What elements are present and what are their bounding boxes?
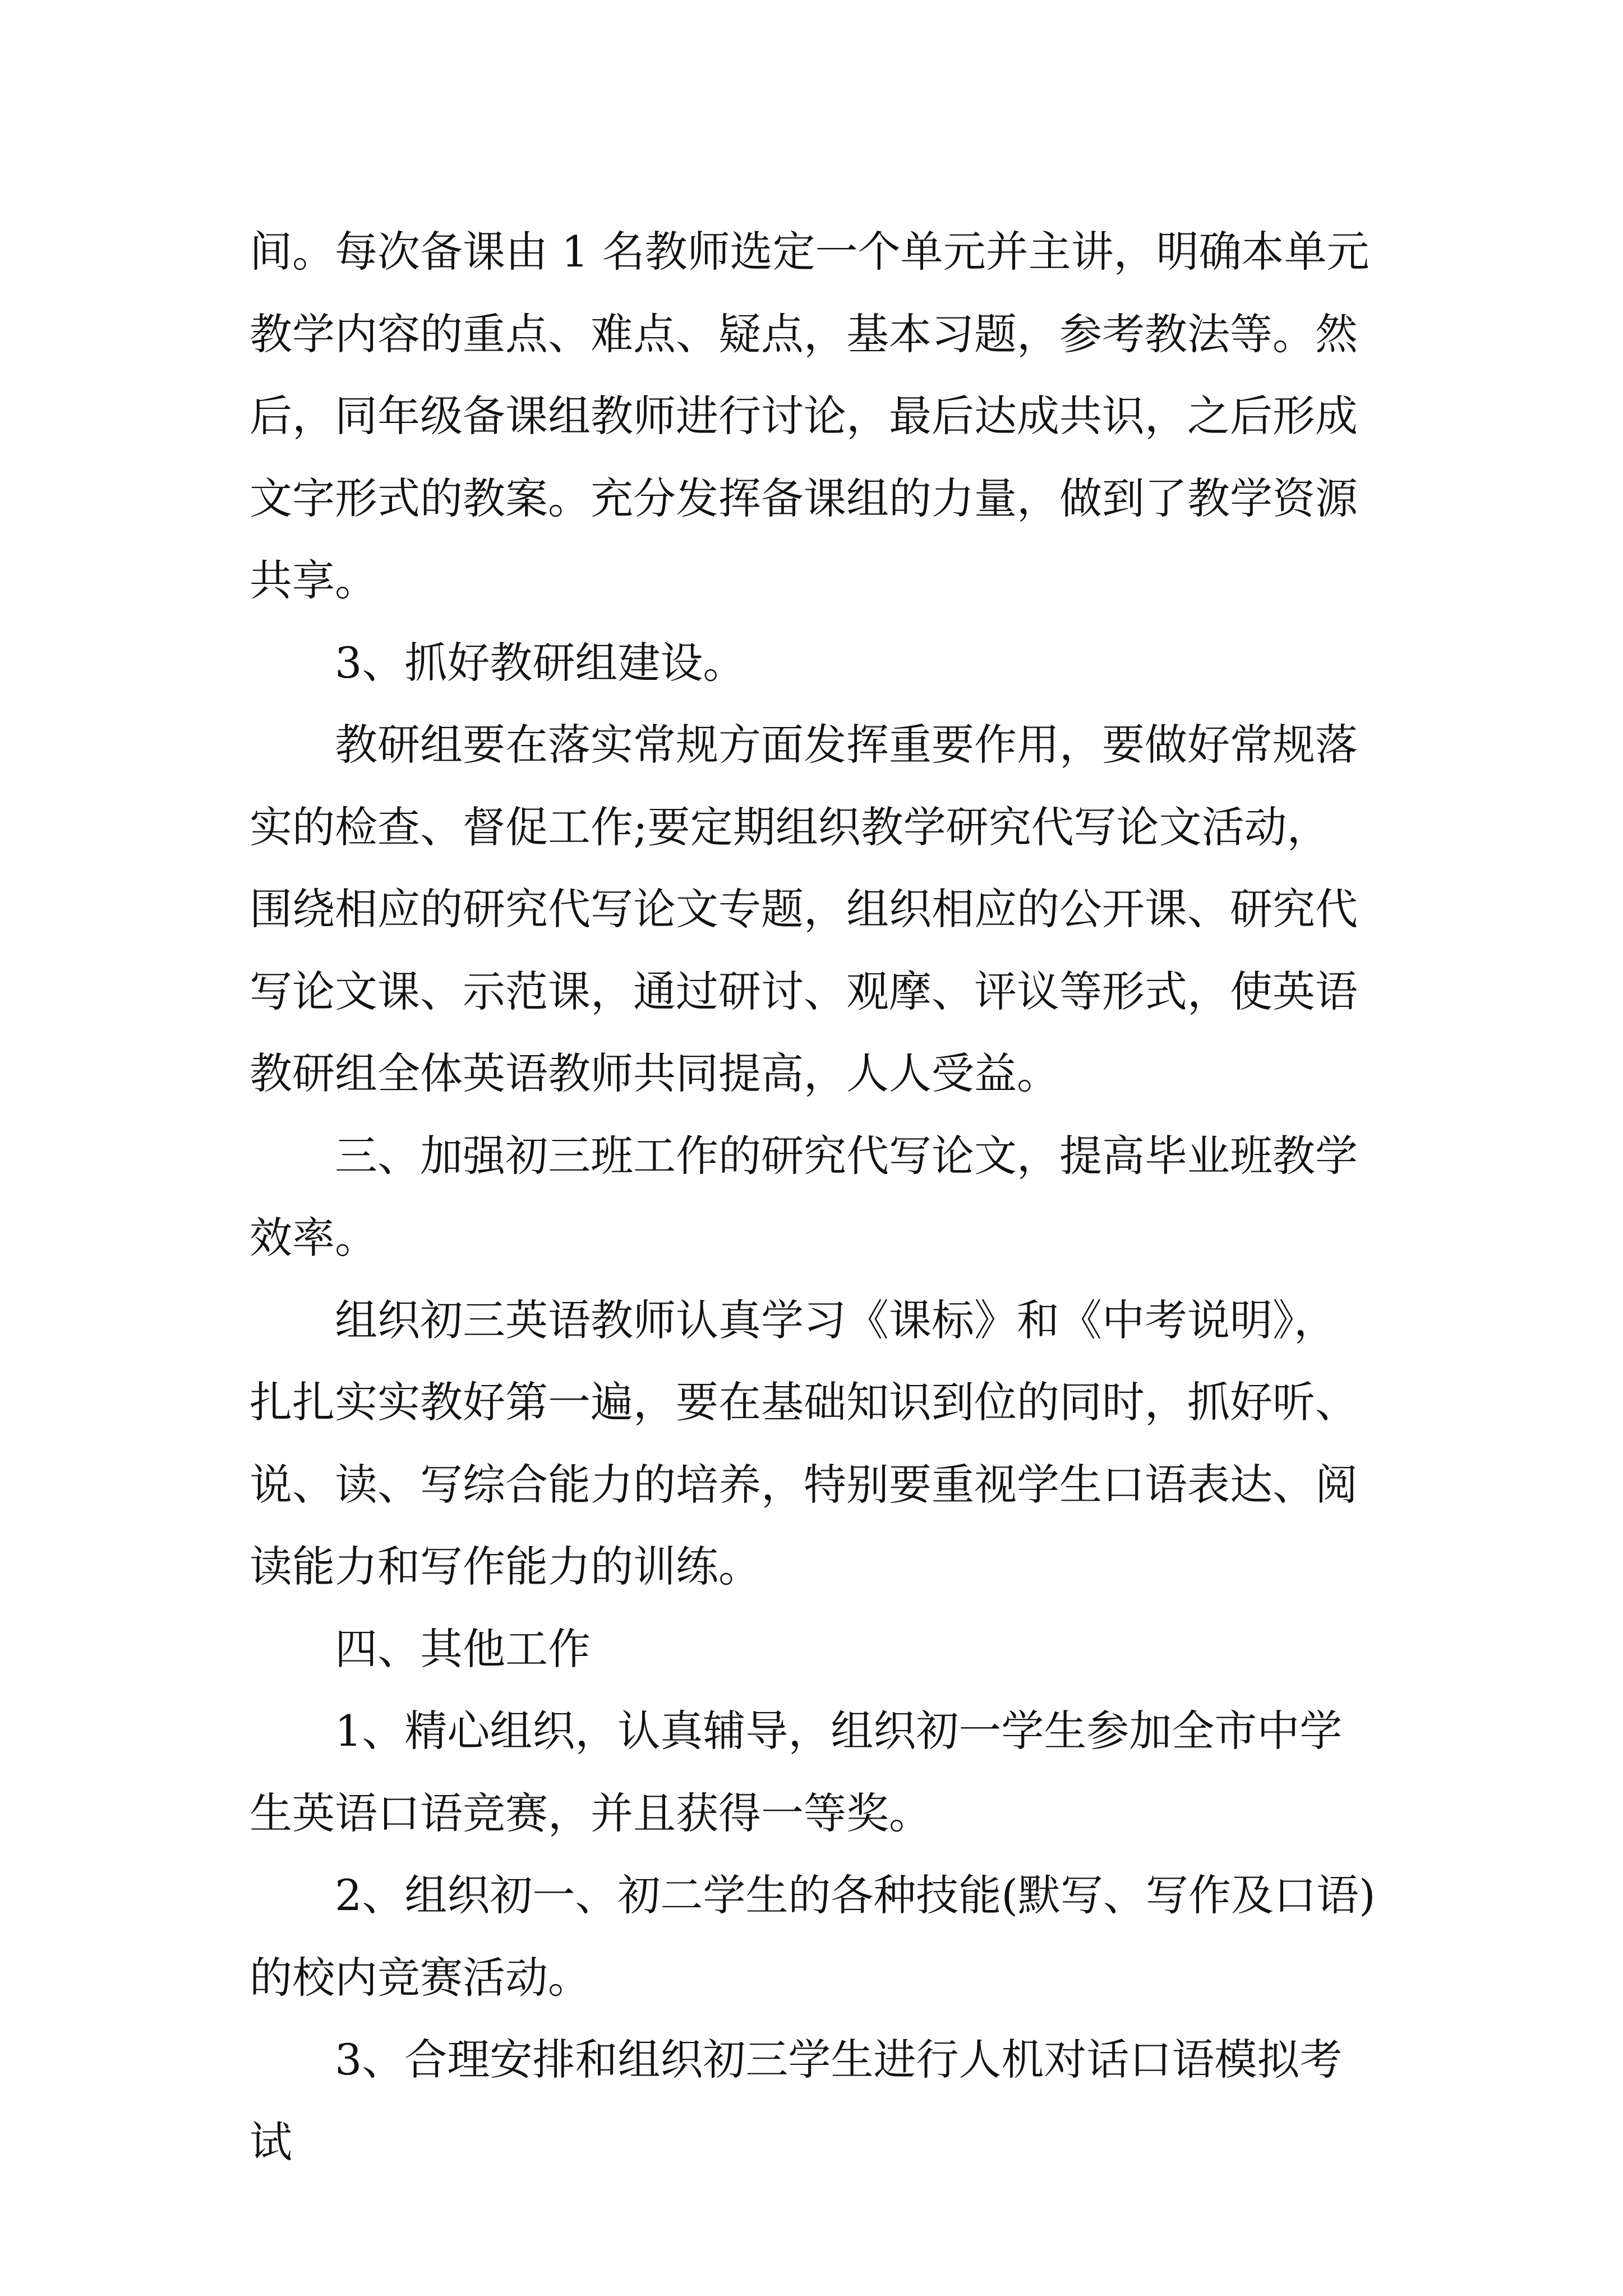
paragraph-lesson-prep — [250, 211, 1394, 622]
text-line: 教学内容的重点、难点、疑点，基本习题，参考教法等。然 — [250, 309, 1358, 359]
subheading-teaching-group — [250, 622, 1394, 705]
text-line: 写论文课、示范课，通过研讨、观摩、评议等形式，使英语 — [250, 966, 1358, 1016]
text-line: 试 — [250, 2116, 292, 2167]
text-line: 教研组全体英语教师共同提高，人人受益。 — [250, 1048, 1059, 1098]
heading-section-three-cont — [250, 1197, 1394, 1280]
text-line: 说、读、写综合能力的培养，特别要重视学生口语表达、阅 — [250, 1459, 1358, 1510]
item-one-start — [250, 1690, 1394, 1773]
text-line: 四、其他工作 — [335, 1623, 591, 1674]
text-line: 文字形式的教案。充分发挥备课组的力量，做到了教学资源 — [250, 473, 1358, 523]
text-line: 三、加强初三班工作的研究代写论文，提高毕业班教学 — [335, 1130, 1358, 1181]
item-two-cont — [250, 1937, 1394, 2019]
text-line: 1、精心组织，认真辅导，组织初一学生参加全市中学 — [335, 1706, 1343, 1756]
item-one-cont — [250, 1773, 1394, 1855]
paragraph-teaching-group-start — [250, 704, 1394, 786]
document-body — [250, 211, 1394, 2183]
text-line: 3、合理安排和组织初三学生进行人机对话口语模拟考 — [335, 2035, 1343, 2085]
item-two-start — [250, 1855, 1394, 1937]
paragraph-grade-three-start — [250, 1280, 1394, 1362]
text-line: 组织初三英语教师认真学习《课标》和《中考说明》， — [335, 1295, 1336, 1345]
text-line: 生英语口语竞赛，并且获得一等奖。 — [250, 1788, 932, 1838]
text-line: 实的检查、督促工作;要定期组织教学研究代写论文活动， — [250, 802, 1330, 852]
paragraph-teaching-group-body — [250, 786, 1394, 1115]
paragraph-grade-three-body — [250, 1361, 1394, 1608]
item-three-cont — [250, 2101, 1394, 2184]
heading-section-four — [250, 1608, 1394, 1691]
text-line: 的校内竞赛活动。 — [250, 1952, 591, 2003]
text-line: 2、组织初一、初二学生的各种技能(默写、写作及口语) — [335, 1870, 1376, 1920]
text-line: 共享。 — [250, 555, 377, 605]
text-line: 读能力和写作能力的训练。 — [250, 1542, 761, 1591]
text-line: 3、抓好教研组建设。 — [335, 637, 746, 688]
text-line: 间。每次备课由 1 名教师选定一个单元并主讲，明确本单元 — [250, 227, 1370, 277]
heading-section-three — [250, 1115, 1394, 1198]
text-line: 扎扎实实教好第一遍，要在基础知识到位的同时，抓好听、 — [250, 1377, 1358, 1427]
text-line: 围绕相应的研究代写论文专题，组织相应的公开课、研究代 — [250, 884, 1358, 934]
item-three-start — [250, 2019, 1394, 2101]
text-line: 效率。 — [250, 1213, 377, 1263]
text-line: 后，同年级备课组教师进行讨论，最后达成共识，之后形成 — [250, 391, 1358, 441]
text-line: 教研组要在落实常规方面发挥重要作用，要做好常规落 — [335, 720, 1358, 770]
